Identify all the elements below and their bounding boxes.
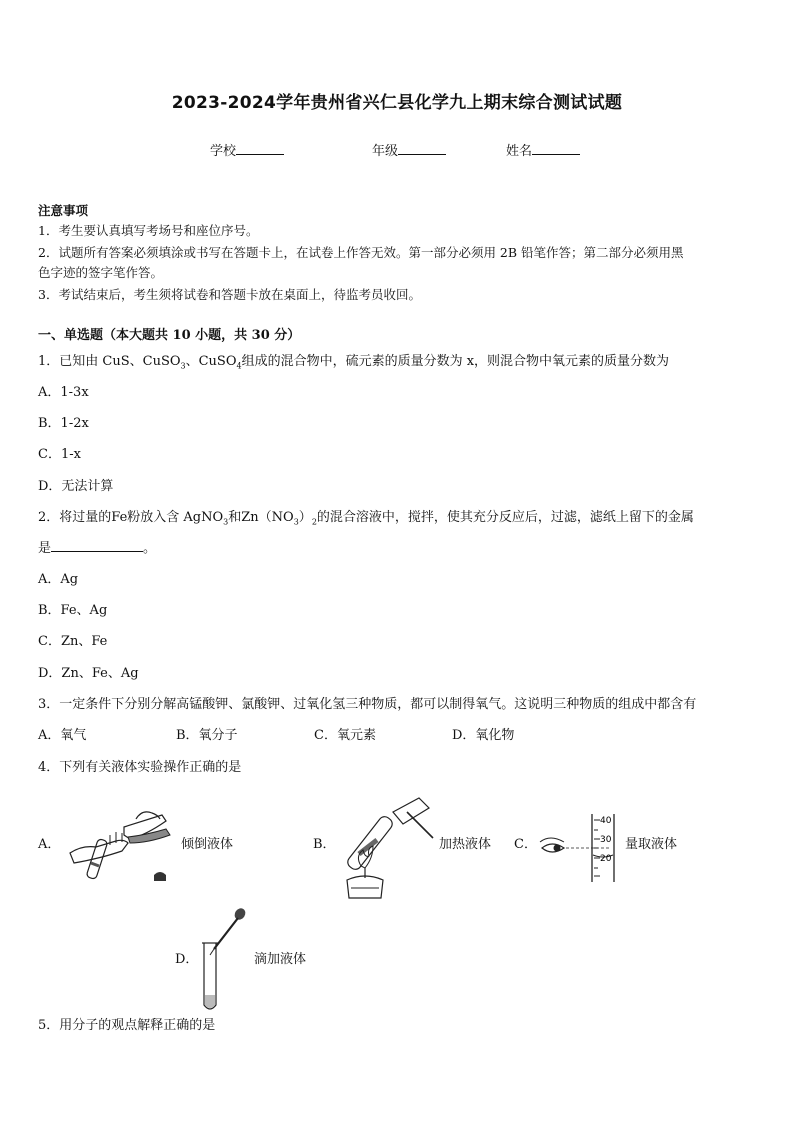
q4-option-d-letter[interactable]: D．: [175, 952, 199, 967]
q1-option-b[interactable]: B．1-2x: [38, 416, 89, 431]
scale-label-20: 20: [600, 854, 612, 864]
q4-option-b-caption: 加热液体: [439, 837, 492, 852]
q2-option-d[interactable]: D．Zn、Fe、Ag: [38, 666, 139, 681]
question-1-stem: 1．已知由 CuS、CuSO$_3$、CuSO$_4$组成的混合物中，硫元素的质量分数为 x，则混合物中氧元素的质量分数为: [38, 354, 670, 371]
q2-option-c[interactable]: C．Zn、Fe: [38, 634, 108, 649]
name-blank[interactable]: [532, 142, 580, 155]
q4-option-c-caption: 量取液体: [625, 837, 678, 852]
q2-option-b[interactable]: B．Fe、Ag: [38, 603, 108, 618]
q1-option-d[interactable]: D．无法计算: [38, 479, 114, 494]
q3-option-b[interactable]: B．氧分子: [176, 728, 238, 743]
question-2-stem-line2: 是 。: [38, 541, 157, 556]
school-field[interactable]: [210, 140, 284, 159]
grade-field[interactable]: [372, 140, 446, 159]
scale-label-40: 40: [600, 816, 612, 826]
page-title: 2023-2024学年贵州省兴仁县化学九上期末综合测试试题: [171, 93, 623, 113]
q1-option-c[interactable]: C．1-x: [38, 447, 81, 462]
school-label: 学校: [210, 144, 237, 159]
school-blank[interactable]: [236, 142, 284, 155]
heating-liquid-figure: [337, 798, 437, 902]
question-4-stem: 4．下列有关液体实验操作正确的是: [38, 760, 242, 775]
measuring-cylinder-figure: [538, 810, 620, 886]
grade-blank[interactable]: [398, 142, 446, 155]
question-2-stem: 2．将过量的Fe粉放入含 AgNO$_3$和$Zn(NO_3)_2$的混合溶液中，搅拌，使其充分反应后，过滤，滤纸上留下的金属: [38, 510, 694, 527]
answer-blank[interactable]: [51, 539, 143, 552]
q2-option-a[interactable]: A．Ag: [38, 572, 79, 587]
scale-label-30: 30: [600, 835, 612, 845]
notice-item: 3．考试结束后，考生须将试卷和答题卡放在桌面上，待监考员收回。: [38, 287, 421, 302]
q4-option-a-letter[interactable]: A．: [38, 837, 61, 852]
q3-option-a[interactable]: A．氧气: [38, 728, 87, 743]
q4-option-b-letter[interactable]: B．: [313, 837, 336, 852]
section-heading: 一、单选题（本大题共 10 小题，共 30 分）: [38, 328, 301, 343]
notice-item: 1．考生要认真填写考场号和座位序号。: [38, 223, 259, 238]
name-field[interactable]: [506, 140, 580, 159]
name-label: 姓名: [506, 144, 533, 159]
question-3-stem: 3．一定条件下分别分解高锰酸钾、氯酸钾、过氧化氢三种物质，都可以制得氧气。这说明三种物质的组成中都含有: [38, 697, 697, 712]
dropper-figure: [196, 905, 252, 1013]
pouring-liquid-figure: [66, 805, 178, 887]
notice-heading: 注意事项: [38, 203, 89, 218]
grade-label: 年级: [372, 144, 399, 159]
q1-option-a[interactable]: A．1-3x: [38, 385, 89, 400]
q4-option-a-caption: 倾倒液体: [181, 837, 234, 852]
q3-option-c[interactable]: C．氧元素: [314, 728, 376, 743]
notice-item: 2．试题所有答案必须填涂或书写在答题卡上，在试卷上作答无效。第一部分必须用 2B 铅笔作答；第二部分必须用黑: [38, 245, 684, 260]
q4-option-c-letter[interactable]: C．: [514, 837, 537, 852]
q4-option-d-caption: 滴加液体: [254, 952, 307, 967]
notice-item: 色字迹的签字笔作答。: [38, 265, 164, 280]
q3-option-d[interactable]: D．氧化物: [452, 728, 515, 743]
question-5-stem: 5．用分子的观点解释正确的是: [38, 1018, 216, 1033]
